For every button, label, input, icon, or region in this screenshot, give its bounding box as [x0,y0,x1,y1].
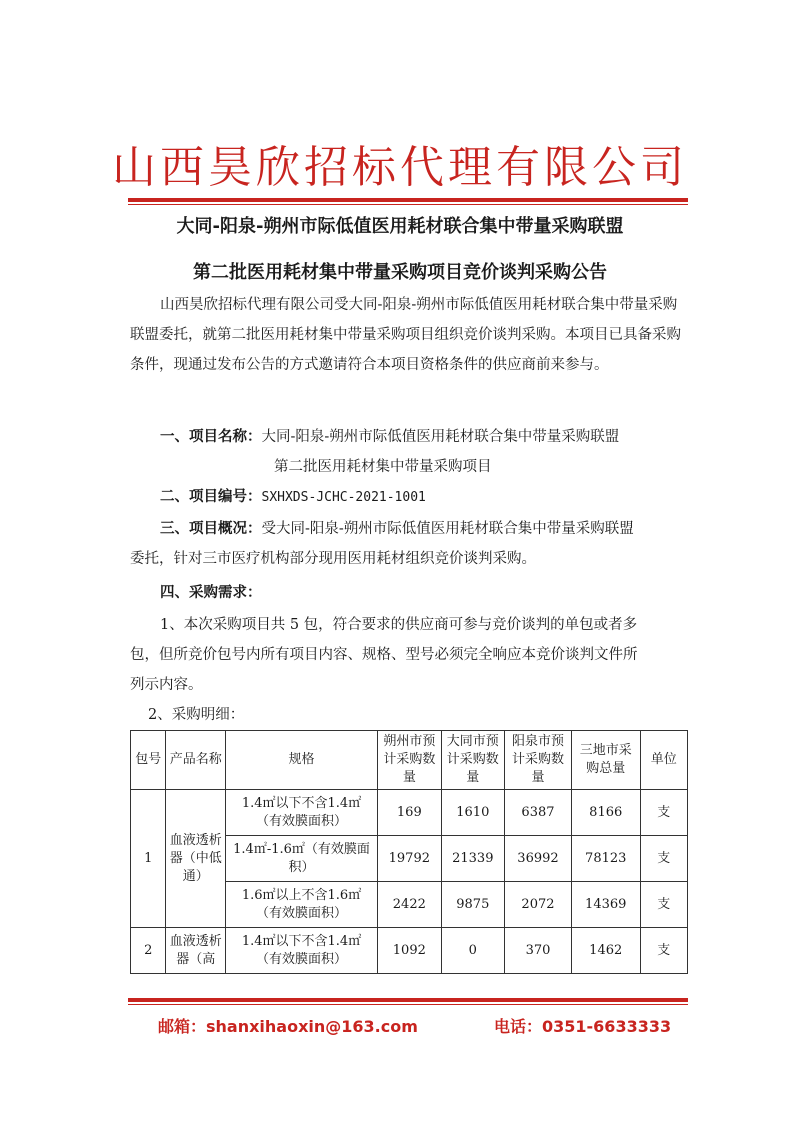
spec-cell: 1.4㎡以下不含1.4㎡（有效膜面积） [225,790,377,836]
yangquan-qty-cell: 36992 [505,836,572,882]
spec-cell: 1.4㎡以下不含1.4㎡（有效膜面积） [225,928,377,974]
table-header-row [131,731,688,790]
section1-value-line1: 大同-阳泉-朔州市际低值医用耗材联合集中带量采购联盟 [261,429,620,445]
section4-label: 四、采购需求： [160,584,262,601]
demand2-label: 2、采购明细： [148,707,245,723]
datong-qty-cell: 9875 [441,882,504,928]
yangquan-qty-cell: 6387 [505,790,572,836]
header-package-no: 包号 [131,731,166,790]
footer-divider-thick [128,998,688,1002]
section3-label: 三、项目概况： [160,520,262,537]
total-qty-cell: 14369 [571,882,640,928]
footer-email: 邮箱：shanxihaoxin@163.com [158,1017,418,1036]
total-qty-cell: 8166 [571,790,640,836]
total-qty-cell: 1462 [571,928,640,974]
shuozhou-qty-cell: 2422 [378,882,441,928]
demand1-line1: 1、本次采购项目共 5 包，符合要求的供应商可参与竞价谈判的单包或者多 [160,617,638,633]
announcement-heading-line1: 大同-阳泉-朔州市际低值医用耗材联合集中带量采购联盟 [176,216,624,237]
table-row [131,790,688,836]
header-spec: 规格 [225,731,377,790]
letterhead-divider-thick [128,198,688,202]
company-letterhead-title: 山西昊欣招标代理有限公司 [112,142,688,193]
datong-qty-cell: 0 [441,928,504,974]
announcement-heading-line2: 第二批医用耗材集中带量采购项目竞价谈判采购公告 [193,262,607,283]
yangquan-qty-cell: 370 [505,928,572,974]
demand1-line2: 包，但所竞价包号内所有项目内容、规格、型号必须完全响应本竞价谈判文件所 [130,647,638,663]
spec-cell: 1.4㎡-1.6㎡（有效膜面积） [225,836,377,882]
intro-paragraph: 山西昊欣招标代理有限公司受大同-阳泉-朔州市际低值医用耗材联合集中带量采购联盟委托，就第二批医用耗材集中带量采购项目组织竞价谈判采购。本项目已具备采购条件，现通过发布公告的方式邀请符合本项目资格条件的供应商前来参与。 [130,297,681,373]
section1-value-line2: 第二批医用耗材集中带量采购项目 [274,459,492,475]
unit-cell: 支 [640,882,687,928]
section1-label: 一、项目名称： [160,428,262,445]
datong-qty-cell: 1610 [441,790,504,836]
shuozhou-qty-cell: 19792 [378,836,441,882]
unit-cell: 支 [640,928,687,974]
header-product-name: 产品名称 [166,731,226,790]
header-total-qty: 三地市采购总量 [571,731,640,790]
footer-phone: 电话：0351-6633333 [494,1017,672,1036]
total-qty-cell: 78123 [571,836,640,882]
package-no-cell: 1 [131,790,166,928]
header-unit: 单位 [640,731,687,790]
datong-qty-cell: 21339 [441,836,504,882]
shuozhou-qty-cell: 169 [378,790,441,836]
product-name-cell: 血液透析器（中低通） [166,790,226,928]
shuozhou-qty-cell: 1092 [378,928,441,974]
demand1-line3: 列示内容。 [130,677,203,693]
section3-value-line1: 受大同-阳泉-朔州市际低值医用耗材联合集中带量采购联盟 [261,521,634,537]
header-shuozhou-qty: 朔州市预计采购数量 [378,731,441,790]
project-number: SXHXDS-JCHC-2021-1001 [261,490,426,505]
package-no-cell: 2 [131,928,166,974]
unit-cell: 支 [640,836,687,882]
footer-divider-thin [128,1004,688,1005]
table-row [131,928,688,974]
section1-line [160,422,619,452]
product-name-cell: 血液透析器（高 [166,928,226,974]
section3-value-line2: 委托，针对三市医疗机构部分现用医用耗材组织竞价谈判采购。 [130,551,536,567]
unit-cell: 支 [640,790,687,836]
procurement-detail-table [130,730,688,974]
yangquan-qty-cell: 2072 [505,882,572,928]
section3-line [160,514,634,544]
letterhead-divider-thin [128,204,688,205]
header-yangquan-qty: 阳泉市预计采购数量 [505,731,572,790]
section2-label: 二、项目编号： [160,488,262,505]
section2-line [160,482,426,513]
spec-cell: 1.6㎡以上不含1.6㎡（有效膜面积） [225,882,377,928]
header-datong-qty: 大同市预计采购数量 [441,731,504,790]
